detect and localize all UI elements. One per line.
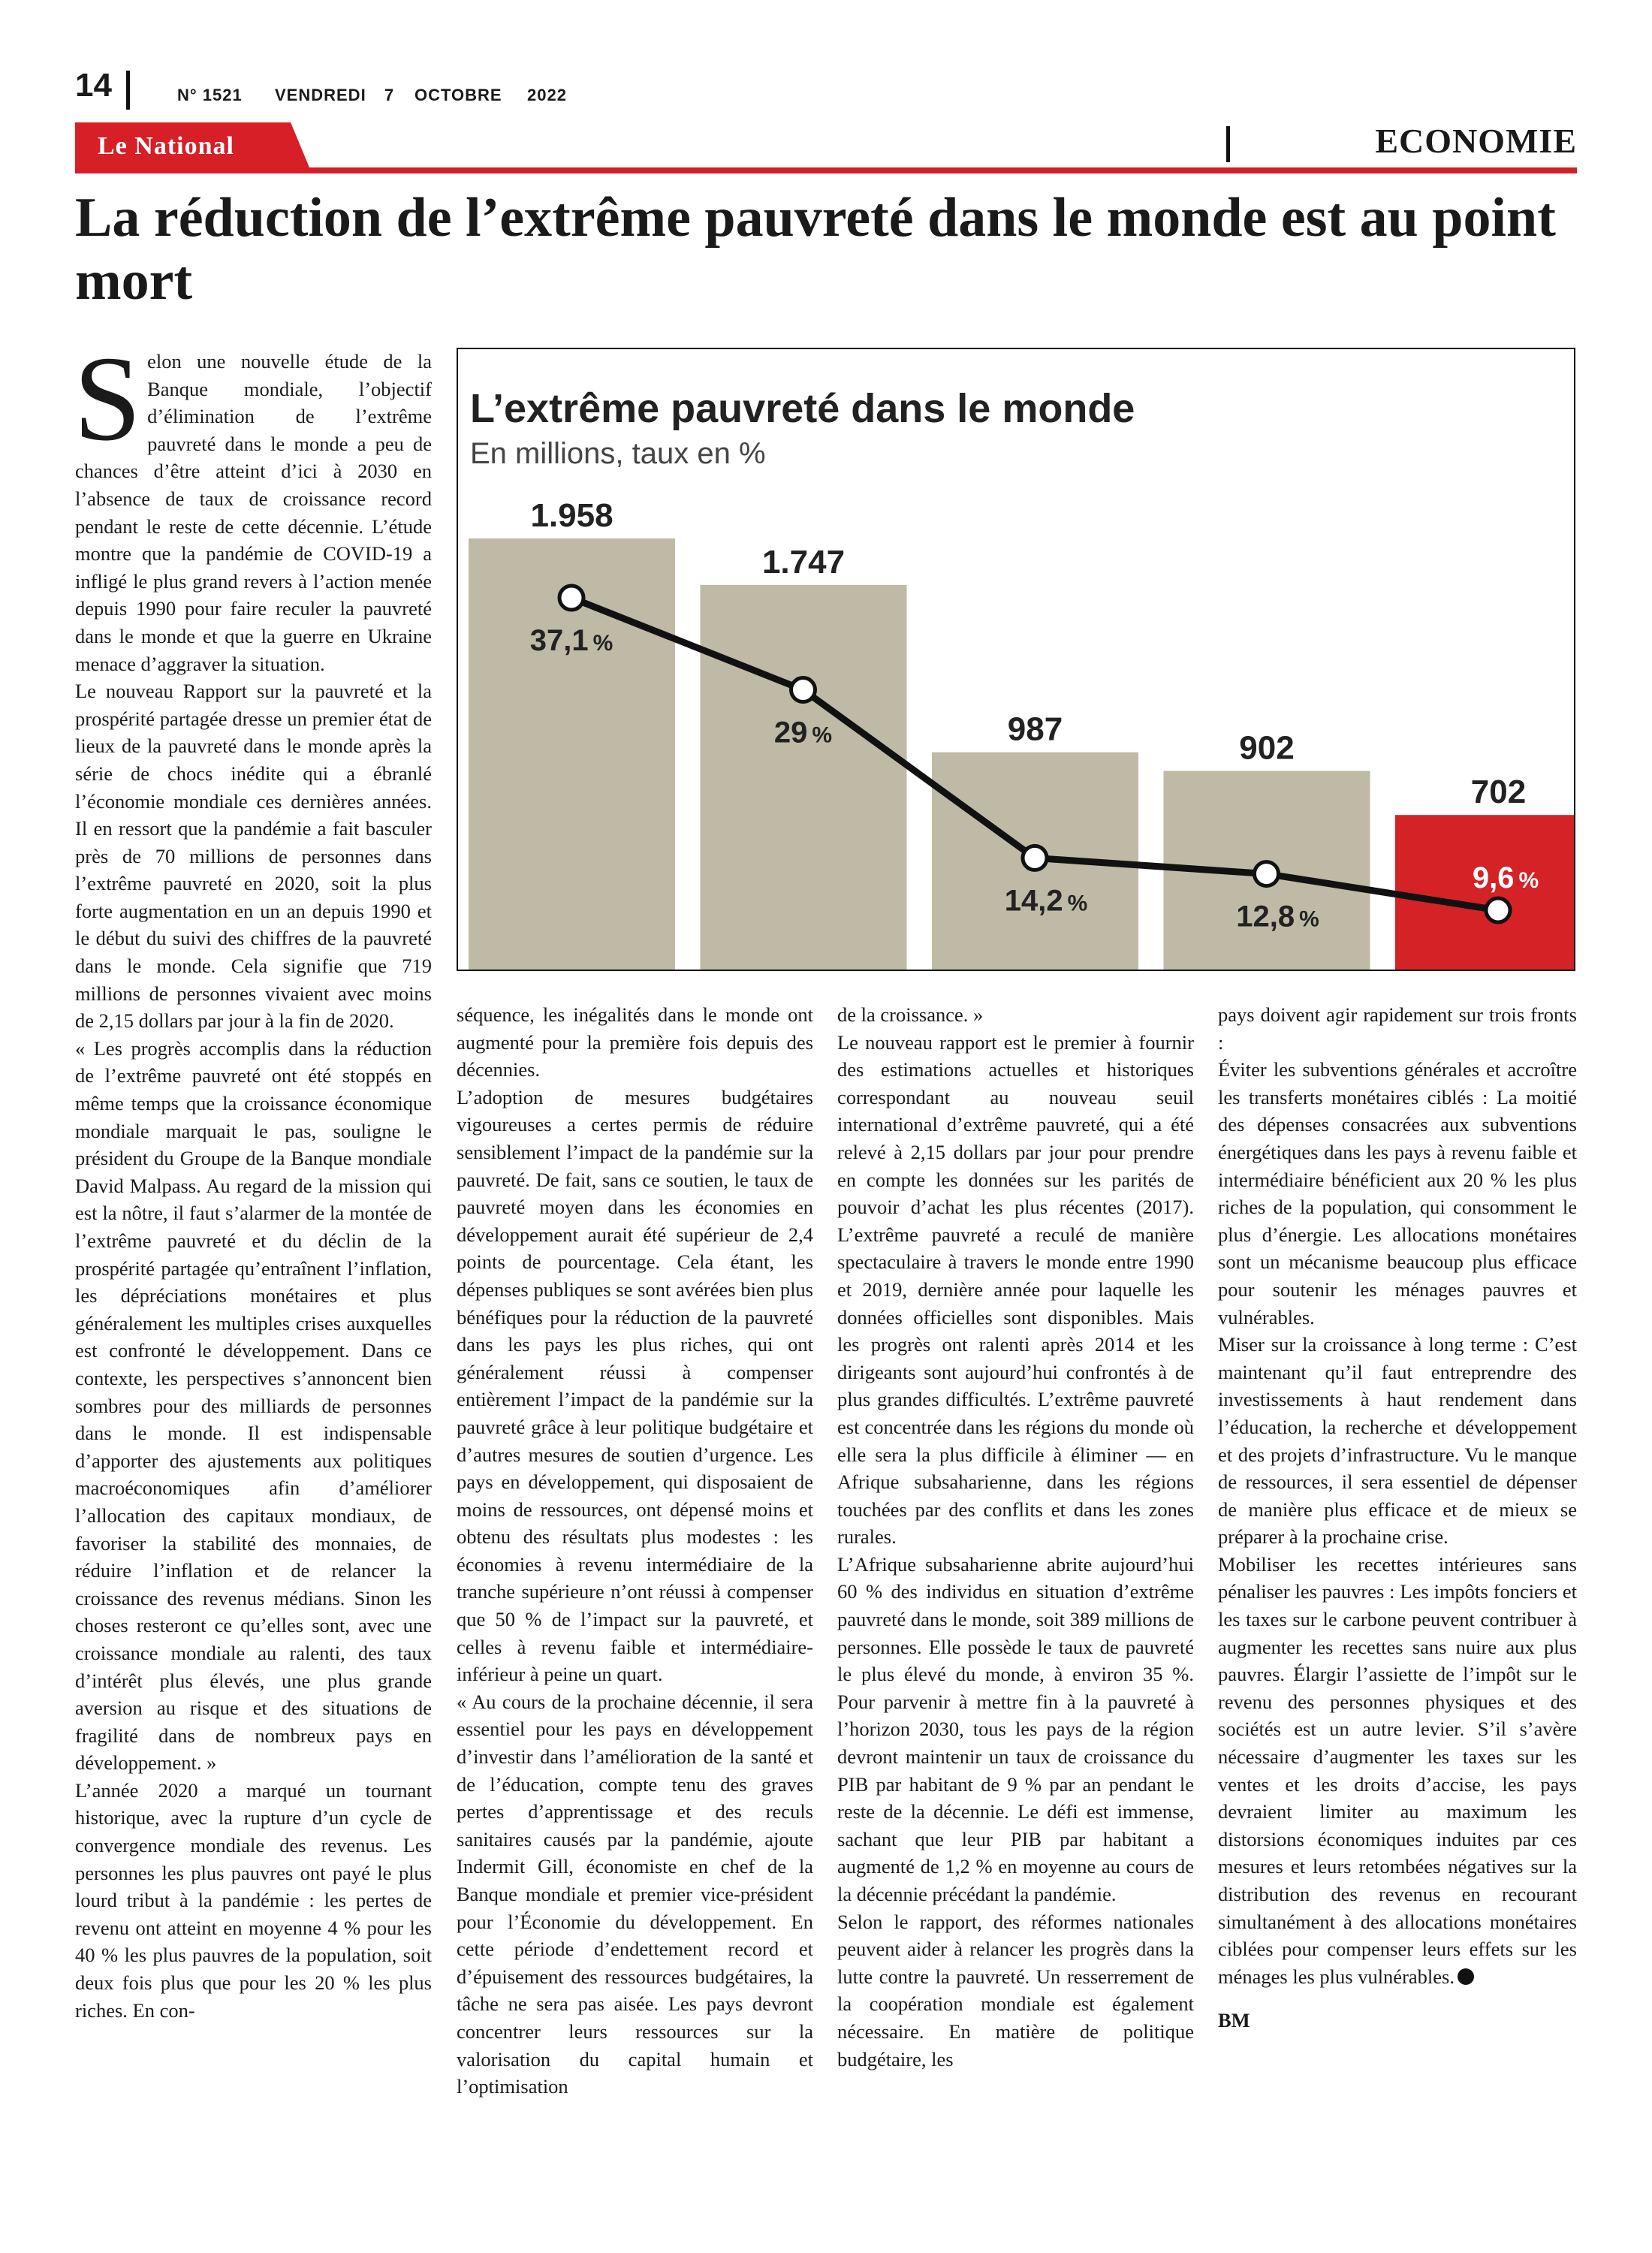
rate-number: 9,6 (1472, 861, 1515, 894)
paragraph: L’année 2020 a marqué un tournant historique, avec la rupture d’un cycle de convergence mondiale des revenus. Les personnes les plus pauvres ont payé le plus lourd tribut à la pandémie : les pertes de revenu ont atteint en moyenne 4 % pour les 40 % les plus pauvres de la population, soit deux fois plus que pour les 20 % les plus riches. En con- (75, 1778, 432, 2022)
rate-point (559, 586, 583, 610)
page-number-divider (126, 71, 130, 110)
poverty-chart (458, 349, 1574, 970)
article-column-3 (837, 1001, 1194, 2073)
paragraph: Le nouveau rapport est le premier à fournir des estimations actuelles et historiques correspondant au nouveau seuil international d’extrême pauvreté, qui a été relevé à 2,15 dollars par jour pour prendre en compte les données sur les parités de pouvoir d’achat les plus récentes (2017). L’extrême pauvreté a reculé de manière spectaculaire à travers le monde entre 1990 et 2019, dernière année pour laquelle les données officielles sont disponibles. Mais les progrès ont ralenti après 2014 et les dirigeants sont aujourd’hui confrontés à de plus grandes difficultés. L’extrême pauvreté est concentrée dans les régions du monde où elle sera la plus difficile à éliminer — en Afrique subsaharienne, dans les régions touchées par des conflits et dans les zones rurales. (837, 1030, 1194, 1549)
paragraph: Miser sur la croissance à long terme : C’est maintenant qu’il faut entreprendre des investissements à haut rendement dans l’éducation, la recherche et développement et des projets d’infrastructure. Vu le manque de ressources, il sera essentiel de dépenser de manière plus efficace et de mieux se préparer à la prochaine crise. (1218, 1333, 1577, 1549)
bar-value-label: 902 (1239, 729, 1295, 767)
paragraph: Selon le rapport, des réformes nationales peuvent aider à relancer les progrès dans la lutte contre la pauvreté. Un resserrement de la coopération mondiale est également nécessaire. En matière de politique budgétaire, les (837, 1910, 1194, 2071)
article-column-1 (74, 332, 432, 2024)
chart-subtitle: En millions, taux en % (470, 437, 766, 470)
rate-point (791, 678, 815, 702)
paragraph: « Au cours de la prochaine décennie, il sera essentiel pour les pays en développement d’investir dans l’amélioration de la santé et de l’éducation, compte tenu des graves pertes d’apprentissage et des reculs sanitaires causés par la pandémie, ajoute Indermit Gill, économiste en chef de la Banque mondiale et premier vice-président pour l’Économie du développement. En cette période d’endettement record et d’épuisement des ressources budgétaires, la tâche ne sera pas aisée. Les pays devront concentrer leurs ressources sur la valorisation du capital humain et l’optimisation (457, 1690, 813, 2098)
page-number: 14 (75, 67, 112, 104)
rate-point (1255, 862, 1279, 886)
bar-value-label: 1.747 (761, 543, 846, 581)
rate-unit: % (1299, 906, 1319, 932)
date-day: VENDREDI (275, 86, 366, 104)
article-column-2 (457, 1001, 813, 2101)
issue-number: N° 1521 (177, 86, 243, 104)
rate-number: 37,1 (529, 624, 589, 657)
date-number: 7 (384, 86, 395, 104)
bar-value-label: 1.958 (530, 497, 613, 534)
chart-title: L’extrême pauvreté dans le monde (470, 386, 1135, 431)
paragraph: Éviter les subventions générales et accroître les transferts monétaires ciblés : La moitié des dépenses consacrées aux subventions énergétiques dans les pays à revenu faible et intermédiaire bénéficient aux 20 % les plus riches de la population, qui consomment le plus d’énergie. Les allocations monétaires sont un mécanisme beaucoup plus efficace pour soutenir les ménages pauvres et vulnérables. (1218, 1058, 1577, 1329)
paragraph: L’Afrique subsaharienne abrite aujourd’hui 60 % des individus en situation d’extrême pauvreté dans le monde, soit 389 millions de personnes. Elle possède le taux de pauvreté le plus élevé du monde, à environ 35 %. Pour parvenir à mettre fin à la pauvreté à l’horizon 2030, tous les pays de la région devront maintenir un taux de croissance du PIB par habitant de 9 % par an pendant le reste de la décennie. Le défi est immense, sachant que leur PIB par habitant a augmenté de 1,2 % en moyenne au cours de la décennie précédant la pandémie. (837, 1552, 1194, 1905)
paragraph: elon une nouvelle étude de la Banque mondiale, l’objectif d’élimination de l’extrême pauvreté dans le monde a peu de chances d’être atteint d’ici à 2030 en l’absence de taux de croissance record pendant le reste de cette décennie. L’étude montre que la pandémie de COVID-19 a infligé le plus grand revers à l’action menée depuis 1990 pour faire reculer la pauvreté dans le monde et que la guerre en Ukraine menace d’aggraver la situation. (75, 350, 432, 675)
paragraph: L’adoption de mesures budgétaires vigoureuses a certes permis de réduire sensiblement l’impact de la pandémie sur la pauvreté. De fait, sans ce soutien, le taux de pauvreté moyen dans les économies en développement aurait été supérieur de 2,4 points de pourcentage. Cela étant, les dépenses publiques se sont avérées bien plus bénéfiques pour la réduction de la pauvreté dans les pays les plus riches, qui ont généralement réussi à compenser entièrement l’impact de la pandémie sur la pauvreté grâce à leur politique budgétaire et d’autres mesures de soutien d’urgence. Les pays en développement, qui disposaient de moins de ressources, ont dépensé moins et obtenu des résultats plus modestes : les économies à revenu intermédiaire de la tranche supérieure n’ont réussi à compenser que 50 % de l’impact sur la pauvreté, et celles à revenu faible et intermédiaire-inférieur à peine un quart. (457, 1085, 813, 1686)
chart-bar (701, 585, 907, 970)
paragraph: séquence, les inégalités dans le monde ont augmenté pour la première fois depuis des décennies. (457, 1003, 813, 1081)
paragraph-text: Mobiliser les recettes intérieures sans pénaliser les pauvres : Les impôts fonciers et les taxes sur le carbone peuvent contribuer à augmenter les recettes sans nuire aux plus pauvres. Élargir l’assiette de l’impôt sur le revenu des personnes physiques et des sociétés est un autre levier. S’il s’avère nécessaire d’augmenter les taxes sur les ventes et les droits d’accise, les pays devraient limiter au maximum les distorsions économiques induites par ces mesures et leurs retombées négatives sur la distribution des revenus en recourant simultanément à des allocations monétaires ciblées pour compenser leurs effets sur les ménages les plus vulnérables. (1218, 1552, 1577, 1988)
section-label: ECONOMIE (1375, 122, 1577, 160)
article-headline: La réduction de l’extrême pauvreté dans le monde est au point mort (75, 187, 1556, 312)
paragraph: pays doivent agir rapidement sur trois fronts : (1218, 1003, 1577, 1054)
rate-number: 29 (773, 716, 808, 749)
date-year: 2022 (527, 86, 567, 104)
rate-unit: % (1067, 891, 1088, 916)
rate-unit: % (812, 722, 833, 748)
header-rule (75, 167, 1577, 173)
paragraph: de la croissance. » (837, 1003, 984, 1026)
rate-number: 12,8 (1236, 900, 1295, 933)
end-of-article-icon (1458, 1968, 1474, 1985)
paragraph: « Les progrès accomplis dans la réduction de l’extrême pauvreté ont été stoppés en même temps que la croissance économique mondiale marquait le pas, souligne le président du Groupe de la Banque mondiale David Malpass. Au regard de la mission qui est la nôtre, il faut s’alarmer de la montée de l’extrême pauvreté et du déclin de la prospérité partagée qu’entraînent l’inflation, les dépréciations monétaires et plus généralement les multiples crises auxquelles est confronté le développement. Dans ce contexte, les perspectives s’annoncent bien sombres pour des milliards de personnes dans le monde. Il est indispensable d’apporter des ajustements aux politiques macroéconomiques afin d’améliorer l’allocation des capitaux mondiaux, de favoriser la stabilité des monnaies, de réduire l’inflation et de relancer la croissance des revenus médians. Sinon les choses resteront ce qu’elles sont, avec une croissance mondiale au ralenti, des taux d’intérêt plus élevés, une plus grande aversion au risque et des situations de fragilité dans de nombreux pays en développement. » (75, 1036, 432, 1775)
rate-point (1486, 898, 1510, 922)
section-divider (1226, 126, 1230, 162)
chart-box (457, 348, 1575, 971)
rate-unit: % (1518, 868, 1539, 893)
rate-number: 14,2 (1004, 884, 1063, 918)
bar-value-label: 702 (1470, 774, 1527, 811)
publication-name: Le National (98, 132, 234, 160)
drop-cap: S (74, 332, 142, 466)
article-column-4 (1218, 1001, 1577, 2034)
paragraph (1218, 1551, 1577, 1991)
bar-value-label: 987 (1007, 710, 1063, 748)
rate-unit: % (592, 631, 613, 656)
rate-point (1023, 846, 1047, 870)
paragraph: Le nouveau Rapport sur la pauvreté et la prospérité partagée dresse un premier état de lieux de la pauvreté dans le monde après la série de chocs inédite qui a ébranlé l’économie mondiale ces dernières années. Il en ressort que la pandémie a fait basculer près de 70 millions de personnes dans l’extrême pauvreté en 2020, soit la plus forte augmentation en un an depuis 1990 et le début du suivi des chiffres de la pauvreté dans le monde. Cela signifie que 719 millions de personnes vivaient avec moins de 2,15 dollars par jour à la fin de 2020. (75, 680, 432, 1033)
article-signature: BM (1218, 2009, 1250, 2032)
date-month: OCTOBRE (415, 86, 502, 104)
